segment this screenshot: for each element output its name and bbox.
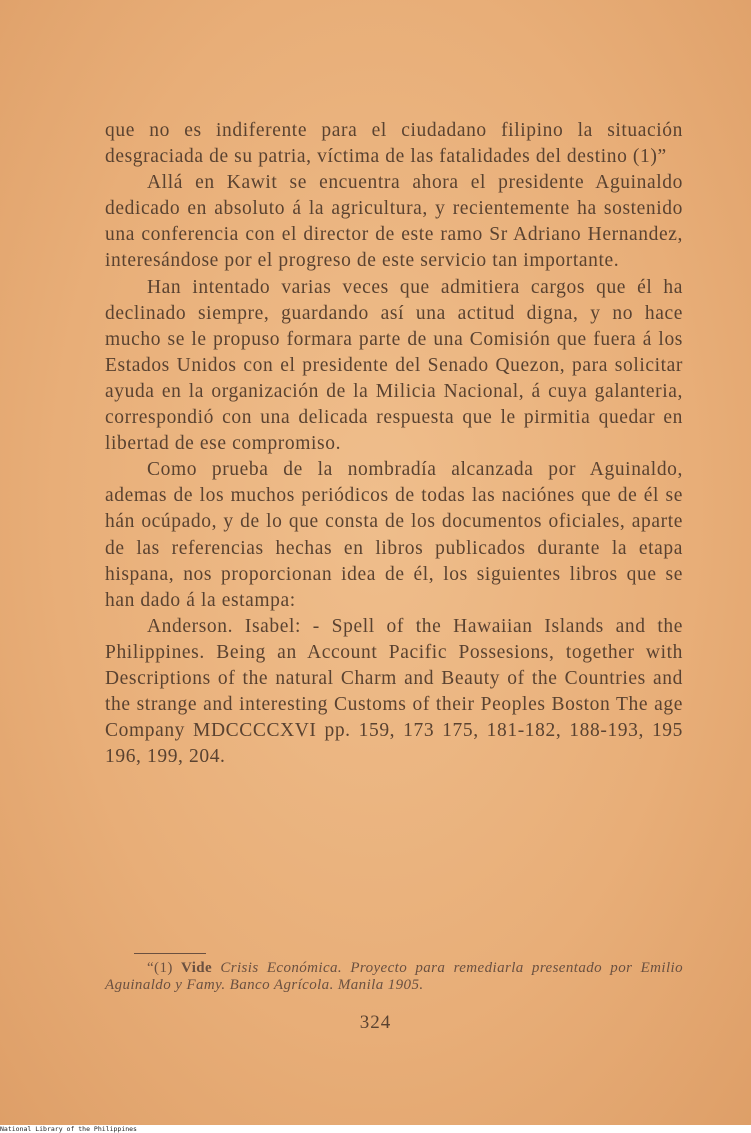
paragraph-4: Como prueba de la nombradía alcanzada por Aguinaldo, ademas de los muchos periódicos de todas las naciónes que de él se hán ocúpado, y de lo que consta de los documentos oficiales, aparte de las referencias hechas en libros publicados durante la etapa hispana, nos proporcionan idea de él, los siguientes libros que se han dado á la estampa:: [105, 459, 683, 611]
paragraph-3: Han intentado varias veces que admitiera cargos que él ha declinado siempre, guardando así una actitud digna, y no hace mucho se le propuso formara parte de una Comisión que fuera á los Estados Unidos con el presidente del Senado Quezon, para solicitar ayuda en la organización de la Milicia Nacional, á cuya galanteria, correspondió con una delicada respuesta que le pirmitia quedar en libertad de ese compromiso.: [105, 276, 683, 455]
paragraph-1: que no es indiferente para el ciudadano filipino la situación desgraciada de su patria, víctima de las fatalidades del destino (1)”: [105, 120, 683, 168]
footnote: [105, 960, 683, 994]
body-text: [105, 118, 683, 770]
footnote-marker: “(1): [147, 960, 173, 976]
library-watermark: National Library of the Philippines: [0, 1125, 137, 1133]
footnote-rule: [134, 953, 206, 954]
page-number: 324: [359, 1012, 392, 1033]
bibliography-entry: Anderson. Isabel: - Spell of the Hawaiian Islands and the Philippines. Being an Account Pacific Possesions, together with Descriptions of the natural Charm and Beauty of the Countries and the strange and interesting Customs of their Peoples Boston The age Company MDCCCCXVI pp. 159, 173 175, 181-182, 188-193, 195 196, 199, 204.: [105, 615, 683, 768]
paragraph-2: Allá en Kawit se encuentra ahora el presidente Aguinaldo dedicado en absoluto á la agricultura, y recientemente ha sostenido una conferencia con el director de este ramo Sr Adriano Hernandez, interesándose por el progreso de este servicio tan importante.: [105, 172, 683, 272]
footnote-vide: Vide: [181, 960, 213, 976]
footnote-text: Crisis Económica. Proyecto para remediarla presentado por Emilio Aguinaldo y Famy. Banco Agrícola. Manila 1905.: [105, 960, 683, 993]
